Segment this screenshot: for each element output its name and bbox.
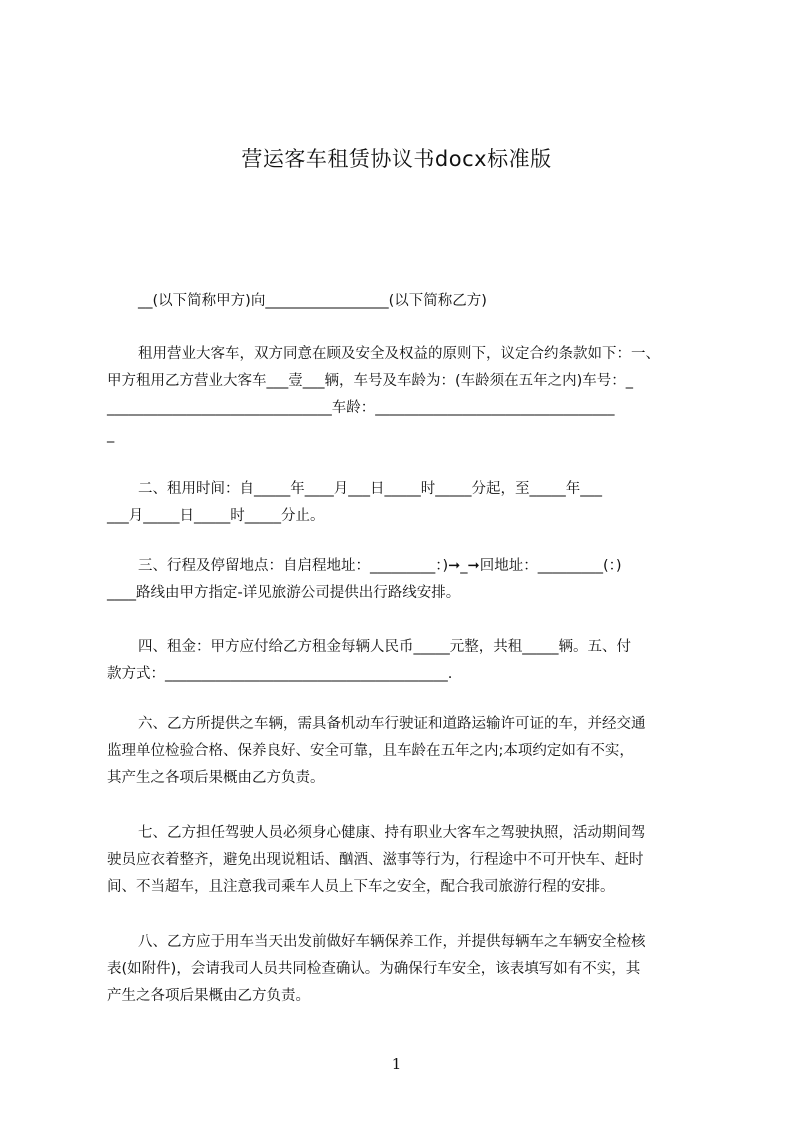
text-line: __(以下简称甲方)向_________________(以下简称乙方) — [138, 293, 487, 309]
text-line: _______________________________车龄：_________________________________ — [107, 400, 615, 416]
text-line: 其产生之各项后果概由乙方负责。 — [107, 770, 325, 786]
text-line: ____路线由甲方指定-详见旅游公司提供出行路线安排。 — [107, 585, 461, 601]
paragraph-clause-7 — [107, 820, 701, 901]
document-title: 营运客车租赁协议书docx标准版 — [241, 147, 552, 171]
text-line: 驶员应衣着整齐，避免出现说粗话、酗酒、滋事等行为，行程途中不可开快车、赶时 — [107, 852, 644, 868]
page-number: 1 — [391, 1055, 402, 1073]
text-line: ___月_____日_____时_____分止。 — [107, 508, 325, 524]
text-line: 三、行程及停留地点：自启程地址：_________：)➞_➞回地址：_________(：) — [138, 558, 622, 574]
paragraph-clause-1 — [107, 341, 701, 449]
text-line: 间、不当超车，且注意我司乘车人员上下车之安全，配合我司旅游行程的安排。 — [107, 879, 615, 895]
text-line: 甲方租用乙方营业大客车___壹___辆，车号及车龄为：(车龄须在五年之内)车号：_ — [107, 373, 634, 389]
text-line: 六、乙方所提供之车辆，需具备机动车行驶证和道路运输许可证的车，并经交通 — [138, 716, 646, 732]
text-line: 产生之各项后果概由乙方负责。 — [107, 988, 310, 1004]
text-line: 七、乙方担任驾驶人员必须身心健康、持有职业大客车之驾驶执照，活动期间驾 — [138, 825, 646, 841]
text-line: 租用营业大客车，双方同意在顾及安全及权益的原则下，议定合约条款如下：一、 — [138, 346, 660, 362]
text-line: 二、租用时间：自_____年____月___日_____时_____分起，至_____年___ — [138, 481, 602, 497]
paragraph-clause-6 — [107, 711, 701, 792]
text-line: 监理单位检验合格、保养良好、安全可靠，且车龄在五年之内;本项约定如有不实， — [107, 743, 634, 759]
text-line: _ — [107, 427, 115, 443]
text-line: 表(如附件)，会请我司人员共同检查确认。为确保行车安全，该表填写如有不实，其 — [107, 961, 641, 977]
text-line: 八、乙方应于用车当天出发前做好车辆保养工作，并提供每辆车之车辆安全检核 — [138, 934, 646, 950]
paragraph-parties — [107, 288, 701, 315]
paragraph-clause-3 — [107, 553, 701, 607]
paragraph-clause-8 — [107, 929, 701, 1010]
paragraph-clause-4-5 — [107, 634, 701, 688]
paragraph-clause-2 — [107, 476, 701, 530]
text-line: 款方式：_______________________________________. — [107, 666, 453, 682]
text-line: 四、租金：甲方应付给乙方租金每辆人民币_____元整，共租_____辆。五、付 — [138, 639, 631, 655]
